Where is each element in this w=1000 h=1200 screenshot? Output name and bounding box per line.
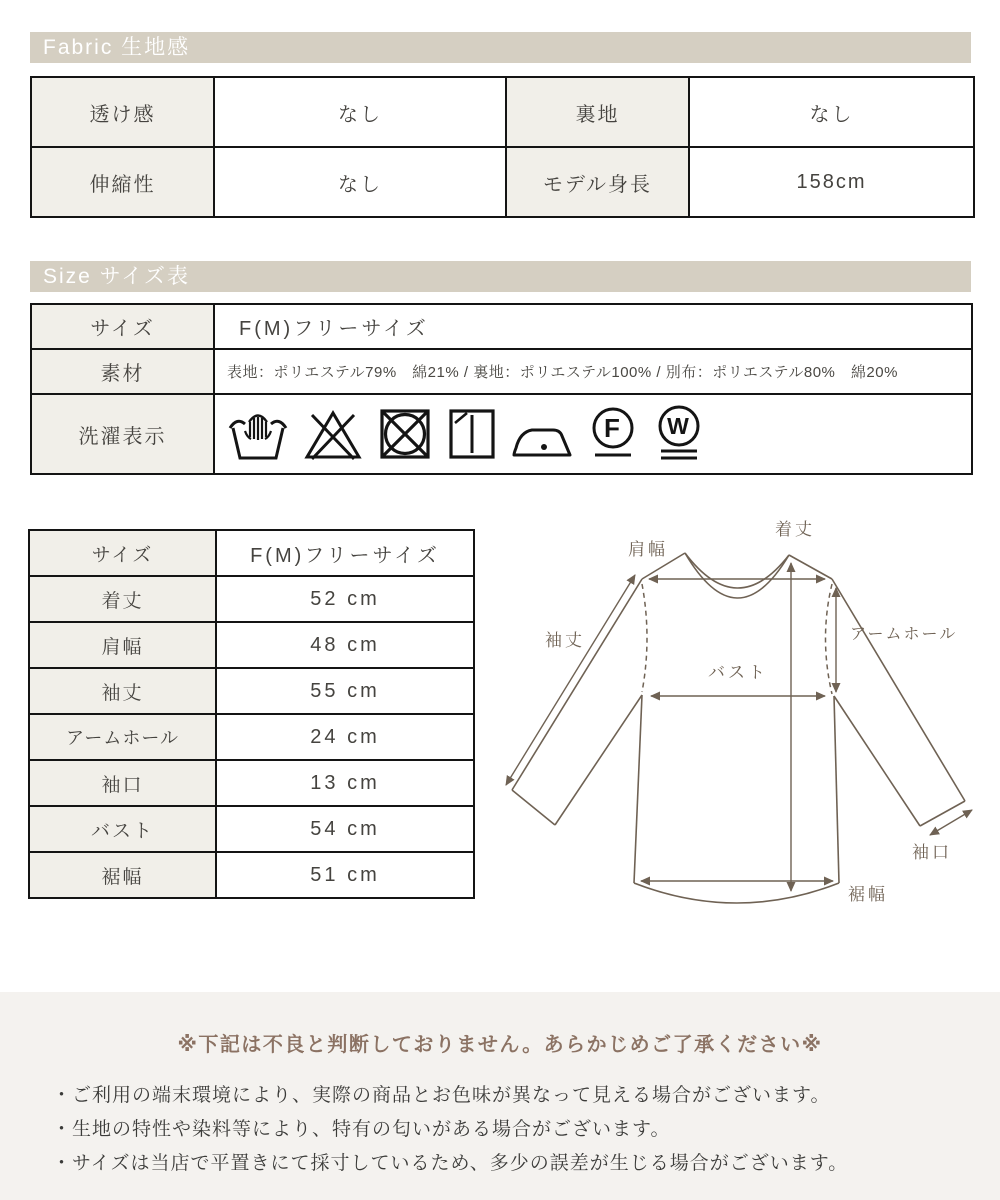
bust-label: バスト	[708, 663, 768, 682]
table-row	[31, 77, 974, 147]
fabric-row-label: 裏地	[506, 77, 689, 147]
hem-width-label: 裾幅	[848, 885, 888, 904]
armhole-curve-left	[642, 584, 647, 692]
cuff-label: 袖口	[912, 843, 952, 862]
table-row	[29, 622, 474, 668]
cuff-arrow	[930, 810, 972, 835]
table-row	[31, 147, 974, 217]
neckline-inner	[685, 553, 789, 598]
table-row	[29, 806, 474, 852]
table-row	[29, 576, 474, 622]
table-row	[29, 852, 474, 898]
svg-text:W: W	[667, 413, 691, 439]
size-value: F(M)フリーサイズ	[214, 304, 972, 349]
fabric-row-label: 透け感	[31, 77, 214, 147]
do-not-bleach-icon	[303, 406, 363, 462]
fabric-row-value: 158cm	[689, 147, 974, 217]
meas-value: 55 cm	[216, 668, 474, 714]
shoulder-width-label: 肩幅	[628, 540, 668, 559]
fabric-section-header: Fabric 生地感	[30, 32, 971, 63]
care-symbols-cell	[214, 394, 972, 474]
measurements-table	[28, 529, 475, 899]
note-item: ・サイズは当店で平置きにて採寸しているため、多少の誤差が生じる場合がございます。	[52, 1153, 849, 1174]
sleeve-length-arrow	[506, 575, 635, 785]
size-section-header: Size サイズ表	[30, 261, 971, 292]
meas-value: 54 cm	[216, 806, 474, 852]
hand-wash-icon	[227, 406, 289, 462]
table-row	[29, 530, 474, 576]
meas-header-label: サイズ	[29, 530, 216, 576]
neckline-outer	[685, 553, 789, 588]
meas-label: 裾幅	[29, 852, 216, 898]
meas-value: 52 cm	[216, 576, 474, 622]
table-row	[29, 714, 474, 760]
note-item: ・生地の特性や染料等により、特有の匂いがある場合がございます。	[52, 1119, 671, 1140]
iron-low-heat-icon	[511, 406, 573, 462]
table-row	[29, 760, 474, 806]
table-row	[29, 668, 474, 714]
fabric-row-value: なし	[214, 147, 506, 217]
armhole-curve-right	[826, 584, 833, 694]
table-row	[31, 304, 972, 349]
length-label: 着丈	[775, 520, 815, 539]
note-item: ・ご利用の端末環境により、実際の商品とお色味が異なって見える場合がございます。	[52, 1085, 831, 1106]
dry-clean-petroleum-icon	[587, 404, 639, 464]
meas-value: 13 cm	[216, 760, 474, 806]
care-label: 洗濯表示	[31, 394, 214, 474]
table-row	[31, 349, 972, 394]
meas-label: アームホール	[29, 714, 216, 760]
size-label: サイズ	[31, 304, 214, 349]
meas-label: 肩幅	[29, 622, 216, 668]
meas-header-value: F(M)フリーサイズ	[216, 530, 474, 576]
care-icons-row	[227, 404, 970, 464]
meas-label: バスト	[29, 806, 216, 852]
meas-label: 袖口	[29, 760, 216, 806]
table-row	[31, 394, 972, 474]
material-value: 表地：ポリエステル79% 綿21% / 裏地：ポリエステル100% / 別布：ポリエステル80% 綿20%	[214, 349, 972, 394]
fabric-row-value: なし	[689, 77, 974, 147]
armhole-label: アームホール	[850, 626, 958, 643]
meas-label: 袖丈	[29, 668, 216, 714]
svg-text:F: F	[604, 413, 622, 443]
fabric-row-label: モデル身長	[506, 147, 689, 217]
fabric-row-value: なし	[214, 77, 506, 147]
notes-heading: ※下記は不良と判断しておりません。あらかじめご了承ください※	[177, 1034, 823, 1056]
garment-measurement-diagram	[487, 508, 992, 945]
fabric-table	[30, 76, 975, 218]
sleeve-length-label: 袖丈	[545, 631, 585, 650]
meas-value: 24 cm	[216, 714, 474, 760]
meas-value: 48 cm	[216, 622, 474, 668]
meas-value: 51 cm	[216, 852, 474, 898]
material-label: 素材	[31, 349, 214, 394]
size-info-table	[30, 303, 973, 475]
notes-section	[0, 992, 1000, 1200]
meas-label: 着丈	[29, 576, 216, 622]
drip-dry-in-shade-icon	[447, 406, 497, 462]
wet-clean-gentle-icon	[653, 404, 705, 464]
do-not-tumble-dry-icon	[377, 406, 433, 462]
fabric-row-label: 伸縮性	[31, 147, 214, 217]
